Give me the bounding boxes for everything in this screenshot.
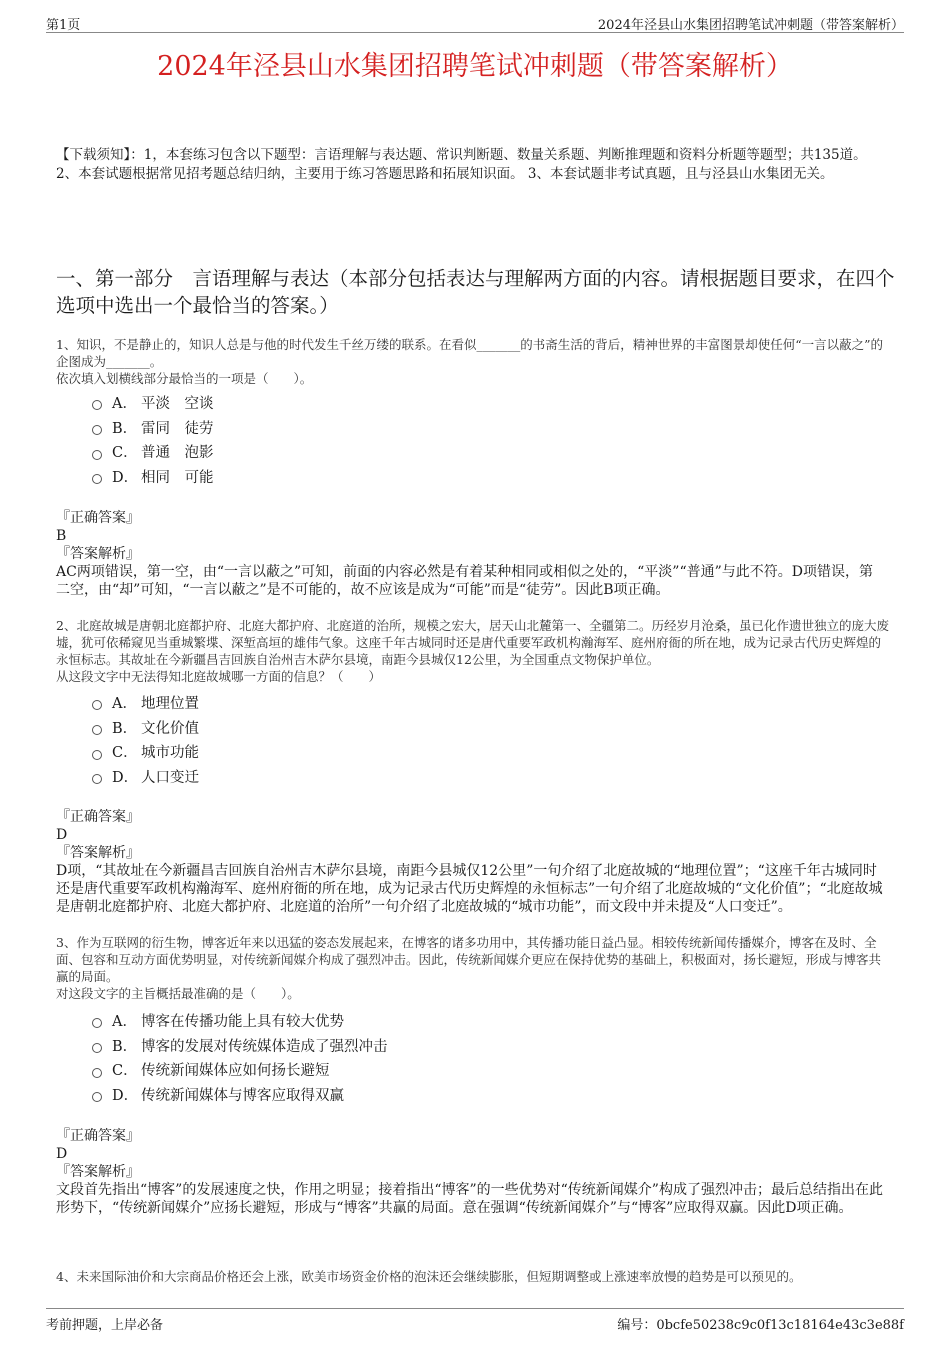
radio-icon[interactable] bbox=[92, 1043, 102, 1053]
correct-answer: D bbox=[56, 1146, 68, 1162]
options-q3 bbox=[92, 1008, 388, 1107]
analysis-text: D项，“其故址在今新疆昌吉回族自治州吉木萨尔县境，南距今县城仅12公里”一句介绍了北庭故城的“地理位置”；“这座千年古城同时还是唐代重要军政机构瀚海军、庭州府衙的所在地，成为记录古代历史辉煌的永恒标志”一句介绍了北庭故城的“文化价值”；“北庭故城是唐朝北庭都护府、北庭大都护府、北庭道的治所”一句介绍了北庭故城的“城市功能”，而文段中并未提及“人口变迁”。 bbox=[56, 863, 883, 915]
question-stem: 4、未来国际油价和大宗商品价格还会上涨，欧美市场资金价格的泡沫还会继续膨胀，但短期调整或上涨速率放慢的趋势是可以预见的。 bbox=[56, 1269, 802, 1284]
radio-icon[interactable] bbox=[92, 725, 102, 735]
option-c[interactable]: C． 城市功能 bbox=[92, 739, 199, 764]
question-stem: 1、知识，不是静止的，知识人总是与他的时代发生千丝万缕的联系。在看似_______的书斋生活的背后，精神世界的丰富图景却使任何“一言以蔽之”的企图成为_______。 bbox=[56, 337, 883, 369]
radio-icon[interactable] bbox=[92, 1068, 102, 1078]
footer-doc-id: 编号：0bcfe50238c9c0f13c18164e43c3e88f bbox=[617, 1318, 904, 1333]
answer-heading: 『正确答案』 bbox=[56, 510, 140, 526]
answer-block-q1 bbox=[56, 509, 886, 599]
question-1 bbox=[56, 336, 892, 387]
answer-block-q3 bbox=[56, 1127, 886, 1217]
option-b[interactable]: B． 博客的发展对传统媒体造成了强烈冲击 bbox=[92, 1033, 388, 1058]
radio-icon[interactable] bbox=[92, 1092, 102, 1102]
options-q2 bbox=[92, 690, 199, 789]
section-heading: 一、第一部分 言语理解与表达（本部分包括表达与理解两方面的内容。请根据题目要求，在四个选项中选出一个最恰当的答案。） bbox=[56, 267, 895, 317]
answer-heading: 『正确答案』 bbox=[56, 1128, 140, 1144]
question-prompt: 从这段文字中无法得知北庭故城哪一方面的信息？（ ） bbox=[56, 669, 382, 684]
radio-icon[interactable] bbox=[92, 1018, 102, 1028]
option-a[interactable]: A． 平淡 空谈 bbox=[92, 390, 214, 415]
page-number: 第1页 bbox=[46, 18, 81, 33]
option-a[interactable]: A． 地理位置 bbox=[92, 690, 199, 715]
download-notice: 【下载须知】：1，本套练习包含以下题型：言语理解与表达题、常识判断题、数量关系题、判断推理题和资料分析题等题型；共135道。 2、本套试题根据常见招考题总结归纳，主要用于练习答题思路和拓展知识面。 3、本套试题非考试真题，且与泾县山水集团无关。 bbox=[56, 147, 867, 182]
option-d[interactable]: D． 相同 可能 bbox=[92, 464, 214, 489]
option-b[interactable]: B． 雷同 徒劳 bbox=[92, 415, 214, 440]
question-2 bbox=[56, 617, 892, 685]
header-doc-title: 2024年泾县山水集团招聘笔试冲刺题（带答案解析） bbox=[597, 18, 904, 33]
option-d[interactable]: D． 传统新闻媒体与博客应取得双赢 bbox=[92, 1082, 388, 1107]
option-b[interactable]: B． 文化价值 bbox=[92, 715, 199, 740]
question-prompt: 对这段文字的主旨概括最准确的是（ ）。 bbox=[56, 986, 300, 1001]
correct-answer: B bbox=[56, 528, 67, 544]
option-c[interactable]: C． 传统新闻媒体应如何扬长避短 bbox=[92, 1057, 388, 1082]
question-stem: 2、北庭故城是唐朝北庭都护府、北庭大都护府、北庭道的治所，规模之宏大，居天山北麓第一、全疆第二。历经岁月沧桑，虽已化作遗世独立的庞大废墟，犹可依稀窥见当重城繁堞、深堑高垣的雄伟气象。这座千年古城同时还是唐代重要军政机构瀚海军、庭州府衙的所在地，成为记录古代历史辉煌的永恒标志。其故址在今新疆昌吉回族自治州吉木萨尔县境，南距今县城仅12公里，为全国重点文物保护单位。 bbox=[56, 618, 889, 667]
question-stem: 3、作为互联网的衍生物，博客近年来以迅猛的姿态发展起来，在博客的诸多功用中，其传播功能日益凸显。相较传统新闻传播媒介，博客在及时、全面、包容和互动方面优势明显，对传统新闻媒介构成了强烈冲击。因此，传统新闻媒介更应在保持优势的基础上，积极面对，扬长避短，形成与博客共赢的局面。 bbox=[56, 935, 882, 984]
option-a[interactable]: A． 博客在传播功能上具有较大优势 bbox=[92, 1008, 388, 1033]
radio-icon[interactable] bbox=[92, 474, 102, 484]
radio-icon[interactable] bbox=[92, 425, 102, 435]
radio-icon[interactable] bbox=[92, 400, 102, 410]
correct-answer: D bbox=[56, 827, 68, 843]
radio-icon[interactable] bbox=[92, 750, 102, 760]
option-d[interactable]: D． 人口变迁 bbox=[92, 764, 199, 789]
options-q1 bbox=[92, 390, 214, 489]
option-c[interactable]: C． 普通 泡影 bbox=[92, 439, 214, 464]
page-header bbox=[46, 14, 904, 33]
radio-icon[interactable] bbox=[92, 700, 102, 710]
analysis-heading: 『答案解析』 bbox=[56, 845, 140, 861]
analysis-heading: 『答案解析』 bbox=[56, 546, 140, 562]
answer-block-q2 bbox=[56, 808, 886, 916]
radio-icon[interactable] bbox=[92, 450, 102, 460]
question-3 bbox=[56, 934, 892, 1002]
answer-heading: 『正确答案』 bbox=[56, 809, 140, 825]
analysis-text: AC两项错误，第一空，由“一言以蔽之”可知，前面的内容必然是有着某种相同或相似之处的，“平淡”“普通”与此不符。D项错误，第二空，由“却”可知，“一言以蔽之”是不可能的，故不应该是成为“可能”而是“徒劳”。因此B项正确。 bbox=[56, 564, 873, 598]
footer-slogan: 考前押题，上岸必备 bbox=[46, 1318, 164, 1333]
page-title: 2024年泾县山水集团招聘笔试冲刺题（带答案解析） bbox=[157, 51, 793, 82]
question-prompt: 依次填入划横线部分最恰当的一项是（ ）。 bbox=[56, 371, 313, 386]
analysis-text: 文段首先指出“博客”的发展速度之快，作用之明显；接着指出“博客”的一些优势对“传统新闻媒介”构成了强烈冲击；最后总结指出在此形势下，“传统新闻媒介”应扬长避短，形成与“博客”共赢的局面。意在强调“传统新闻媒介”与“博客”应取得双赢。因此D项正确。 bbox=[56, 1182, 883, 1216]
question-4 bbox=[56, 1268, 892, 1285]
radio-icon[interactable] bbox=[92, 774, 102, 784]
analysis-heading: 『答案解析』 bbox=[56, 1164, 140, 1180]
page-footer bbox=[46, 1308, 904, 1331]
